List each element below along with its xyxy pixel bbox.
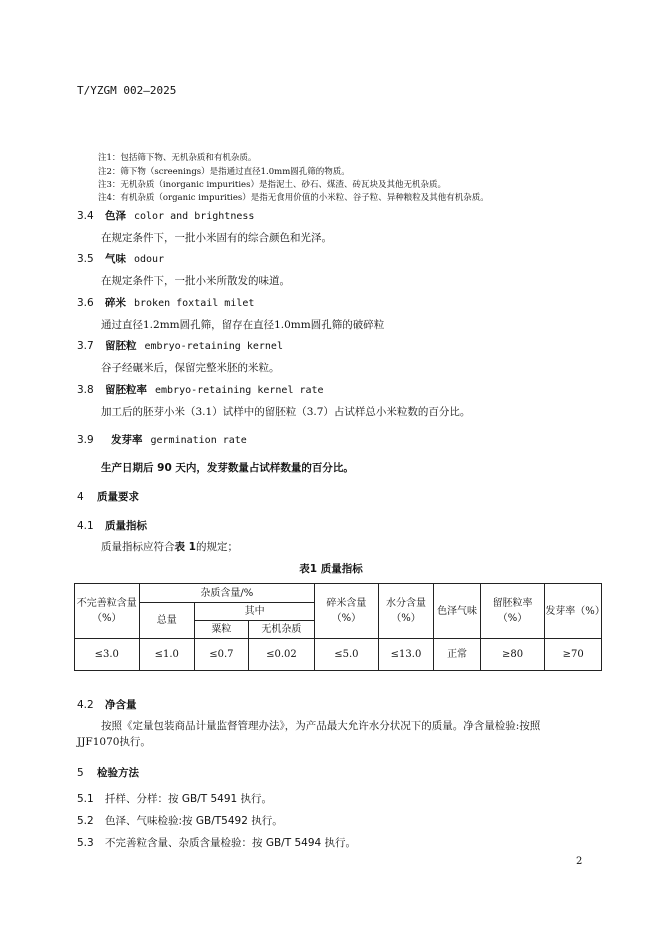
section-number: 3.4 (77, 210, 94, 222)
section-title: 色泽 (105, 210, 126, 222)
header-total: 总量 (139, 603, 195, 639)
section-number: 3.9 (77, 434, 94, 446)
section-text: 扦样、分样：按 GB/T 5491 执行。 (105, 793, 273, 805)
section-number: 4.1 (77, 520, 94, 532)
section-number: 5.1 (77, 793, 94, 805)
section-3-5-heading (77, 251, 164, 266)
cell-millet: ≤0.7 (195, 639, 249, 671)
header-moisture: 水分含量（%） (378, 584, 434, 639)
section-number: 3.8 (77, 384, 94, 396)
page-number: 2 (576, 856, 583, 867)
header-retain: 留胚粒率（%） (480, 584, 545, 639)
cell-retain: ≥80 (480, 639, 545, 671)
header-among: 其中 (195, 603, 315, 621)
section-5-3 (77, 835, 356, 850)
section-5-heading (77, 765, 147, 780)
section-text: 不完善粒含量、杂质含量检验：按 GB/T 5494 执行。 (105, 837, 357, 849)
table-row (75, 639, 602, 671)
header-germ: 发芽率（%） (545, 584, 602, 639)
table-caption: 表1 质量指标 (299, 563, 363, 575)
table-reference: 表 1 (174, 541, 196, 553)
cell-germ: ≥70 (545, 639, 602, 671)
body-text: 的规定； (195, 541, 238, 553)
section-english-title: broken foxtail milet (134, 298, 255, 309)
section-4-2-body-line2: JJF1070执行。 (77, 736, 151, 748)
section-number: 4.2 (77, 699, 94, 711)
cell-moisture: ≤13.0 (378, 639, 434, 671)
section-4-2-heading (77, 697, 145, 712)
section-english-title: embryo-retaining kernel rate (155, 385, 324, 396)
section-3-4-heading (77, 208, 254, 223)
body-text: 质量指标应符合 (101, 541, 175, 553)
section-5-1 (77, 791, 272, 806)
section-english-title: embryo-retaining kernel (144, 341, 283, 352)
section-title: 检验方法 (97, 767, 139, 779)
note-4: 注4：有机杂质（organic impurities）是指无食用价值的小米粒、谷子粒、异种粮粒及其他有机杂质。 (98, 193, 489, 203)
cell-broken: ≤5.0 (315, 639, 379, 671)
header-impurity: 杂质含量/% (139, 584, 315, 603)
section-number: 3.7 (77, 340, 94, 352)
section-number: 5.3 (77, 837, 94, 849)
section-title: 碎米 (105, 297, 126, 309)
section-number: 3.5 (77, 253, 94, 265)
note-2: 注2：筛下物（screenings）是指通过直径1.0mm圆孔筛的物质。 (98, 167, 350, 177)
cell-color: 正常 (434, 639, 480, 671)
section-title: 气味 (105, 253, 126, 265)
document-header: T/YZGM 002—2025 (77, 84, 177, 97)
note-1: 注1：包括筛下物、无机杂质和有机杂质。 (98, 153, 257, 163)
note-3: 注3：无机杂质（inorganic impurities）是指泥土、砂石、煤渣、砖瓦块及其他无机杂质。 (98, 180, 446, 190)
header-inorganic: 无机杂质 (248, 621, 315, 639)
header-broken: 碎米含量（%） (315, 584, 379, 639)
section-4-1-body (101, 539, 238, 554)
section-3-7-body: 谷子经碾米后，保留完整米胚的米粒。 (101, 362, 280, 374)
section-title: 净含量 (105, 699, 137, 711)
section-number: 3.6 (77, 297, 94, 309)
section-english-title: odour (134, 254, 165, 265)
header-imperfect: 不完善粒含量（%） (75, 584, 140, 639)
header-color: 色泽气味 (434, 584, 480, 639)
section-number: 4 (77, 491, 84, 503)
section-number: 5 (77, 767, 84, 779)
cell-imperfect: ≤3.0 (75, 639, 140, 671)
section-4-2-body-line1: 按照《定量包装商品计量监督管理办法》，为产品最大允许水分状况下的质量。净含量检验:按照 (101, 720, 541, 732)
section-text: 色泽、气味检验:按 GB/T5492 执行。 (105, 815, 283, 827)
section-number: 5.2 (77, 815, 94, 827)
section-3-8-body: 加工后的胚芽小米（3.1）试样中的留胚粒（3.7）占试样总小米粒数的百分比。 (101, 406, 471, 418)
section-english-title: color and brightness (134, 211, 255, 222)
section-3-9-body: 生产日期后 90 天内，发芽数量占试样数量的百分比。 (101, 462, 354, 474)
section-4-1-heading (77, 518, 155, 533)
section-title: 留胚粒率 (105, 384, 147, 396)
section-english-title: germination rate (150, 435, 247, 446)
cell-total: ≤1.0 (139, 639, 195, 671)
section-3-4-body: 在规定条件下，一批小米固有的综合颜色和光泽。 (101, 232, 332, 244)
section-title: 质量指标 (105, 520, 147, 532)
section-title: 质量要求 (97, 491, 139, 503)
section-title: 留胚粒 (105, 340, 137, 352)
section-title: 发芽率 (111, 434, 143, 446)
section-3-6-body: 通过直径1.2mm圆孔筛，留存在直径1.0mm圆孔筛的破碎粒 (101, 319, 385, 331)
section-5-2 (77, 813, 283, 828)
section-3-7-heading (77, 338, 283, 353)
section-3-6-heading (77, 295, 254, 310)
cell-inorganic: ≤0.02 (248, 639, 315, 671)
section-3-8-heading (77, 382, 324, 397)
section-3-9-heading (77, 432, 247, 447)
section-3-5-body: 在规定条件下，一批小米所散发的味道。 (101, 275, 290, 287)
header-millet: 粟粒 (195, 621, 249, 639)
quality-table (74, 583, 605, 671)
section-4-heading (77, 489, 147, 504)
